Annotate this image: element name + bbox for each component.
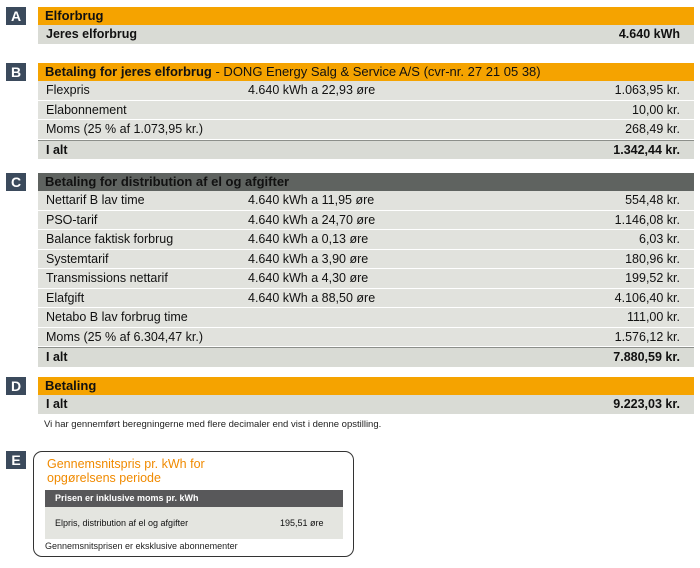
section-letter-c: C [6, 173, 26, 191]
consumption-row [38, 25, 694, 45]
row-calc: 4.640 kWh a 11,95 øre [248, 193, 375, 207]
average-price-value: 195,51 øre [280, 518, 324, 528]
total-label: I alt [46, 142, 68, 157]
row-label: Nettarif B lav time [46, 193, 145, 207]
row-calc: 4.640 kWh a 22,93 øre [248, 83, 376, 97]
table-row [38, 120, 694, 140]
total-amount: 1.342,44 kr. [613, 142, 680, 157]
row-amount: 1.576,12 kr. [614, 329, 680, 344]
row-calc: 4.640 kWh a 3,90 øre [248, 251, 369, 266]
average-price-box [33, 451, 354, 557]
consumption-label: Jeres elforbrug [46, 27, 138, 41]
row-calc: 4.640 kWh a 24,70 øre [248, 212, 376, 227]
section-letter-e: E [6, 451, 26, 469]
table-row [38, 191, 694, 211]
section-b-title [38, 63, 694, 81]
section-d-title: Betaling [38, 377, 694, 395]
row-amount: 268,49 kr. [625, 122, 680, 136]
section-c-title: Betaling for distribution af el og afgifter [38, 173, 694, 191]
total-amount: 7.880,59 kr. [613, 350, 680, 364]
row-amount: 111,00 kr. [626, 310, 680, 324]
grand-total-amount: 9.223,03 kr. [613, 397, 680, 411]
table-row [38, 81, 694, 101]
table-row [38, 211, 694, 231]
row-calc: 4.640 kWh a 0,13 øre [248, 232, 369, 246]
average-price-bar: Prisen er inklusive moms pr. kWh [45, 490, 343, 507]
row-label: PSO-tarif [46, 212, 98, 227]
row-label: Transmissions nettarif [46, 271, 168, 285]
row-amount: 554,48 kr. [625, 193, 680, 207]
grand-total-row [38, 395, 694, 415]
row-label: Balance faktisk forbrug [46, 232, 174, 246]
section-a [38, 7, 694, 45]
table-row [38, 250, 694, 270]
decimals-note: Vi har gennemført beregningerne med flere decimaler end vist i denne opstilling. [44, 419, 382, 430]
section-letter-d: D [6, 377, 26, 395]
section-letter-a: A [6, 7, 26, 25]
section-b [38, 63, 694, 160]
average-price-label: Elpris, distribution af el og afgifter [55, 518, 189, 528]
table-row [38, 230, 694, 250]
row-label: Systemtarif [46, 251, 109, 266]
table-row [38, 101, 694, 121]
average-price-row [45, 507, 343, 539]
row-label: Elafgift [46, 290, 85, 305]
row-label: Moms (25 % af 6.304,47 kr.) [46, 329, 204, 344]
average-price-footer: Gennemsnitsprisen er eksklusive abonnementer [45, 541, 238, 551]
row-amount: 6,03 kr. [639, 232, 680, 246]
total-label: I alt [46, 350, 68, 364]
section-b-title-rest: - DONG Energy Salg & Service A/S (cvr-nr. 27 21 05 38) [211, 64, 541, 79]
row-label: Moms (25 % af 1.073,95 kr.) [46, 122, 204, 136]
table-row [38, 328, 694, 348]
section-b-title-bold: Betaling for jeres elforbrug [45, 64, 212, 79]
total-row [38, 140, 694, 161]
section-d [38, 377, 694, 415]
average-price-title: Gennemsnitspris pr. kWh for opgørelsens periode [47, 457, 205, 485]
section-letter-b: B [6, 63, 26, 81]
row-amount: 1.146,08 kr. [614, 212, 680, 227]
row-label: Elabonnement [46, 102, 127, 117]
total-row [38, 347, 694, 368]
table-row [38, 289, 694, 309]
consumption-value: 4.640 kWh [618, 27, 680, 41]
row-calc: 4.640 kWh a 4,30 øre [248, 271, 369, 285]
table-row [38, 308, 694, 328]
row-amount: 4.106,40 kr. [614, 290, 680, 305]
table-row [38, 269, 694, 289]
row-amount: 10,00 kr. [632, 102, 680, 117]
section-c [38, 173, 694, 368]
grand-total-label: I alt [46, 397, 68, 411]
row-label: Netabo B lav forbrug time [46, 310, 188, 324]
row-amount: 1.063,95 kr. [614, 83, 680, 97]
row-amount: 180,96 kr. [625, 251, 680, 266]
row-calc: 4.640 kWh a 88,50 øre [248, 290, 376, 305]
row-label: Flexpris [46, 83, 90, 97]
row-amount: 199,52 kr. [625, 271, 680, 285]
section-a-title: Elforbrug [38, 7, 694, 25]
